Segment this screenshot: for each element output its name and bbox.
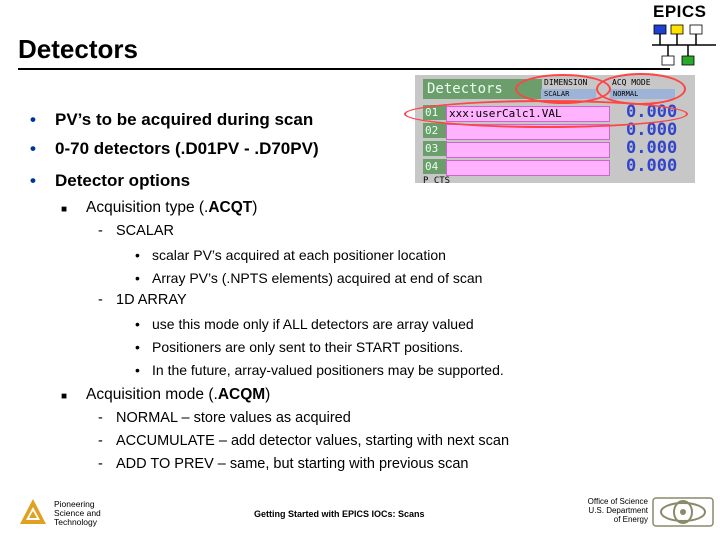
array-detail: • Positioners are only sent to their START positions. [135, 339, 464, 355]
detector-number: 02 [423, 123, 447, 138]
detector-pv-field[interactable] [446, 142, 610, 158]
acq-mode-label: ACQ MODE [612, 78, 651, 87]
acquisition-mode-item: ■ Acquisition mode (.ACQM) [61, 386, 271, 403]
mode-option: - NORMAL – store values as acquired [98, 410, 351, 426]
highlight-oval-detector-01 [404, 100, 688, 128]
detector-value: 0.000 [626, 120, 678, 140]
scalar-detail: • scalar PV’s acquired at each positioner location [135, 247, 446, 263]
argonne-logo-icon [18, 497, 48, 527]
detector-number: 01 [423, 105, 447, 120]
mode-option: - ADD TO PREV – same, but starting with previous scan [98, 456, 469, 472]
highlight-oval-acq-mode [596, 73, 686, 105]
detector-value: 0.000 [626, 102, 678, 122]
bullet-marker: • [30, 110, 36, 129]
square-bullet-icon: ■ [61, 391, 68, 402]
detector-pv-field[interactable]: xxx:userCalc1.VAL [446, 106, 610, 122]
bullet-item: • Detector options [30, 171, 191, 190]
bullet-marker: • [30, 139, 36, 158]
footer-left-text: Pioneering Science and Technology [54, 499, 101, 527]
detector-number: 04 [423, 159, 447, 174]
square-bullet-icon: ■ [61, 204, 68, 215]
detector-value: 0.000 [626, 138, 678, 158]
scalar-detail: • Array PV’s (.NPTS elements) acquired at end of scan [135, 270, 483, 286]
epics-logo-text: EPICS [653, 2, 707, 21]
panel-title: Detectors [423, 79, 542, 99]
mode-option: - ACCUMULATE – add detector values, starting with next scan [98, 433, 510, 449]
bullet-item: • PV’s to be acquired during scan [30, 110, 314, 129]
footer-center-text: Getting Started with EPICS IOCs: Scans [254, 509, 425, 519]
array-detail: • In the future, array-valued positioners may be supported. [135, 362, 504, 378]
bullet-marker: • [30, 171, 36, 190]
scalar-option: - SCALAR [98, 223, 175, 239]
doe-logo-icon [652, 497, 714, 527]
title-divider [18, 68, 670, 70]
slide-title: Detectors [18, 34, 138, 64]
detector-value: 0.000 [626, 156, 678, 176]
panel-bottom-label: P CTS [423, 176, 451, 186]
array-option: - 1D ARRAY [98, 292, 187, 308]
detector-number: 03 [423, 141, 447, 156]
epics-network-icon [648, 20, 720, 70]
dimension-label: DIMENSION [544, 78, 588, 87]
acquisition-type-item: ■ Acquisition type (.ACQT) [61, 199, 258, 216]
detector-pv-field[interactable] [446, 160, 610, 176]
footer-right-text: Office of Science U.S. Department of Energy [587, 497, 648, 524]
bullet-item: • 0-70 detectors (.D01PV - .D70PV) [30, 139, 319, 158]
acq-mode-menu[interactable]: NORMAL [610, 89, 675, 99]
array-detail: • use this mode only if ALL detectors are array valued [135, 316, 474, 332]
dimension-menu[interactable]: SCALAR [541, 89, 596, 99]
